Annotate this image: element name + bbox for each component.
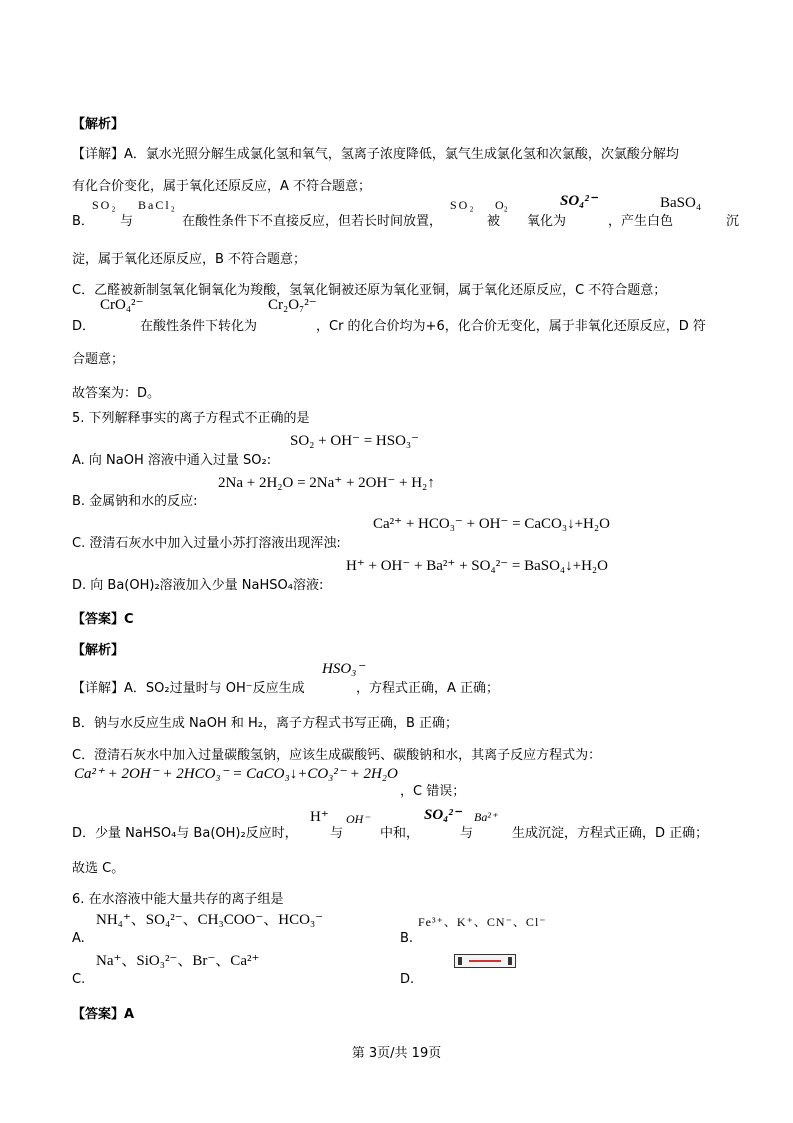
- explain-c-error: ，C 错误；: [400, 784, 466, 799]
- d-prefix: D．: [72, 319, 96, 334]
- page-footer: 第 3页/共 19页: [351, 1046, 442, 1061]
- detail-a-line2: 有化合价变化，属于氧化还原反应，A 不符合题意；: [72, 179, 372, 194]
- q6-option-a: A.: [72, 931, 85, 946]
- question-5: 5. 下列解释事实的离子方程式不正确的是: [72, 411, 310, 426]
- equation-b: 2Na + 2H₂O = 2Na⁺ + 2OH⁻ + H₂↑: [218, 475, 435, 491]
- explain-d-post: 生成沉淀，方程式正确，D 正确；: [512, 826, 709, 841]
- explain-d-with2: 与: [460, 826, 474, 841]
- formula-o2: O₂: [495, 198, 508, 212]
- formula-oh: OH⁻: [346, 812, 370, 826]
- formula-so2-b: SO₂: [450, 198, 476, 212]
- detail-a-line1: 【详解】A．氯水光照分解生成氯化氢和氧气，氢离子浓度降低，氯气生成氯化氢和次氯酸，次氯酸分解均: [72, 147, 679, 162]
- formula-h: H⁺: [310, 809, 329, 825]
- explain-d-mid: 中和，: [380, 826, 420, 841]
- formula-baso4: BaSO₄: [660, 195, 702, 211]
- q5-option-d: D. 向 Ba(OH)₂溶液加入少量 NaHSO₄溶液:: [72, 578, 324, 593]
- formula-so4: SO₄²⁻: [560, 193, 597, 209]
- explain-a-post: ，方程式正确，A 正确；: [356, 681, 500, 696]
- d-line2: 合题意；: [72, 352, 125, 367]
- explain-a-pre: 【详解】A．SO₂过量时与 OH⁻反应生成: [72, 681, 305, 696]
- formula-bacl2: BaCl₂: [138, 198, 177, 212]
- b-text3: 被: [487, 214, 501, 229]
- q5-option-c: C. 澄清石灰水中加入过量小苏打溶液出现浑浊:: [72, 536, 341, 551]
- b-text6: 沉: [726, 214, 740, 229]
- b-text1: 与: [120, 214, 134, 229]
- d-text1: 在酸性条件下转化为: [140, 319, 258, 334]
- select-c: 故选 C。: [72, 861, 125, 876]
- q6-b-ions: Fe³⁺、K⁺、CN⁻、Cl⁻: [418, 915, 547, 929]
- equation-c: Ca²⁺ + HCO₃⁻ + OH⁻ = CaCO₃↓+H₂O: [373, 516, 610, 532]
- formula-so2: SO₂: [92, 198, 118, 212]
- q6-c-ions: Na⁺、SiO₃²⁻、Br⁻、Ca²⁺: [96, 953, 260, 969]
- formula-so4-d: SO₄²⁻: [424, 807, 461, 823]
- b-text4: 氧化为: [527, 214, 567, 229]
- q5-option-b: B. 金属钠和水的反应:: [72, 494, 198, 509]
- q6-option-b: B.: [400, 931, 414, 946]
- b-line2: 淀，属于氧化还原反应，B 不符合题意；: [72, 252, 307, 267]
- b-text2: 在酸性条件下不直接反应，但若长时间放置，: [182, 214, 443, 229]
- answer-6: 【答案】A: [72, 1007, 135, 1022]
- equation-c-correct: Ca²⁺ + 2OH⁻ + 2HCO₃⁻ = CaCO₃↓+CO₃²⁻ + 2H₂O: [74, 766, 398, 782]
- formula-cro4: CrO₄²⁻: [100, 297, 144, 313]
- explain-d-with1: 与: [330, 826, 344, 841]
- b-prefix: B．: [72, 214, 94, 229]
- formula-ba: Ba²⁺: [474, 810, 498, 824]
- equation-d: H⁺ + OH⁻ + Ba²⁺ + SO₄²⁻ = BaSO₄↓+H₂O: [346, 558, 608, 574]
- c-line: C．乙醛被新制氢氧化铜氧化为羧酸，氢氧化铜被还原为氧化亚铜，属于氧化还原反应，C 不符合题意；: [72, 283, 667, 298]
- analysis-heading: 【解析】: [72, 117, 125, 132]
- formula-hso3: HSO₃⁻: [322, 661, 365, 677]
- formula-cr2o7: Cr₂O₇²⁻: [268, 297, 317, 313]
- b-text5: ，产生白色: [608, 214, 674, 229]
- q5-option-a: A. 向 NaOH 溶液中通入过量 SO₂:: [72, 453, 272, 468]
- analysis-heading-2: 【解析】: [72, 643, 125, 658]
- question-6: 6. 在水溶液中能大量共存的离子组是: [72, 892, 284, 907]
- explain-b: B．钠与水反应生成 NaOH 和 H₂，离子方程式书写正确，B 正确；: [72, 716, 459, 731]
- answer-5: 【答案】C: [72, 612, 134, 627]
- explain-c: C．澄清石灰水中加入过量碳酸氢钠，应该生成碳酸钙、碳酸钠和水，其离子反应方程式为：: [72, 748, 602, 763]
- q6-option-d: D.: [400, 972, 415, 987]
- q6-option-c: C.: [72, 972, 86, 987]
- answer-d: 故答案为：D。: [72, 386, 161, 401]
- d-text2: ，Cr 的化合价均为+6，化合价无变化，属于非氧化还原反应，D 符: [316, 319, 706, 334]
- q6-a-ions: NH₄⁺、SO₄²⁻、CH₃COO⁻、HCO₃⁻: [96, 912, 324, 928]
- equation-a: SO₂ + OH⁻ = HSO₃⁻: [290, 433, 420, 449]
- explain-d-pre: D．少量 NaHSO₄与 Ba(OH)₂反应时，: [72, 826, 298, 841]
- q6-d-image: [454, 954, 516, 968]
